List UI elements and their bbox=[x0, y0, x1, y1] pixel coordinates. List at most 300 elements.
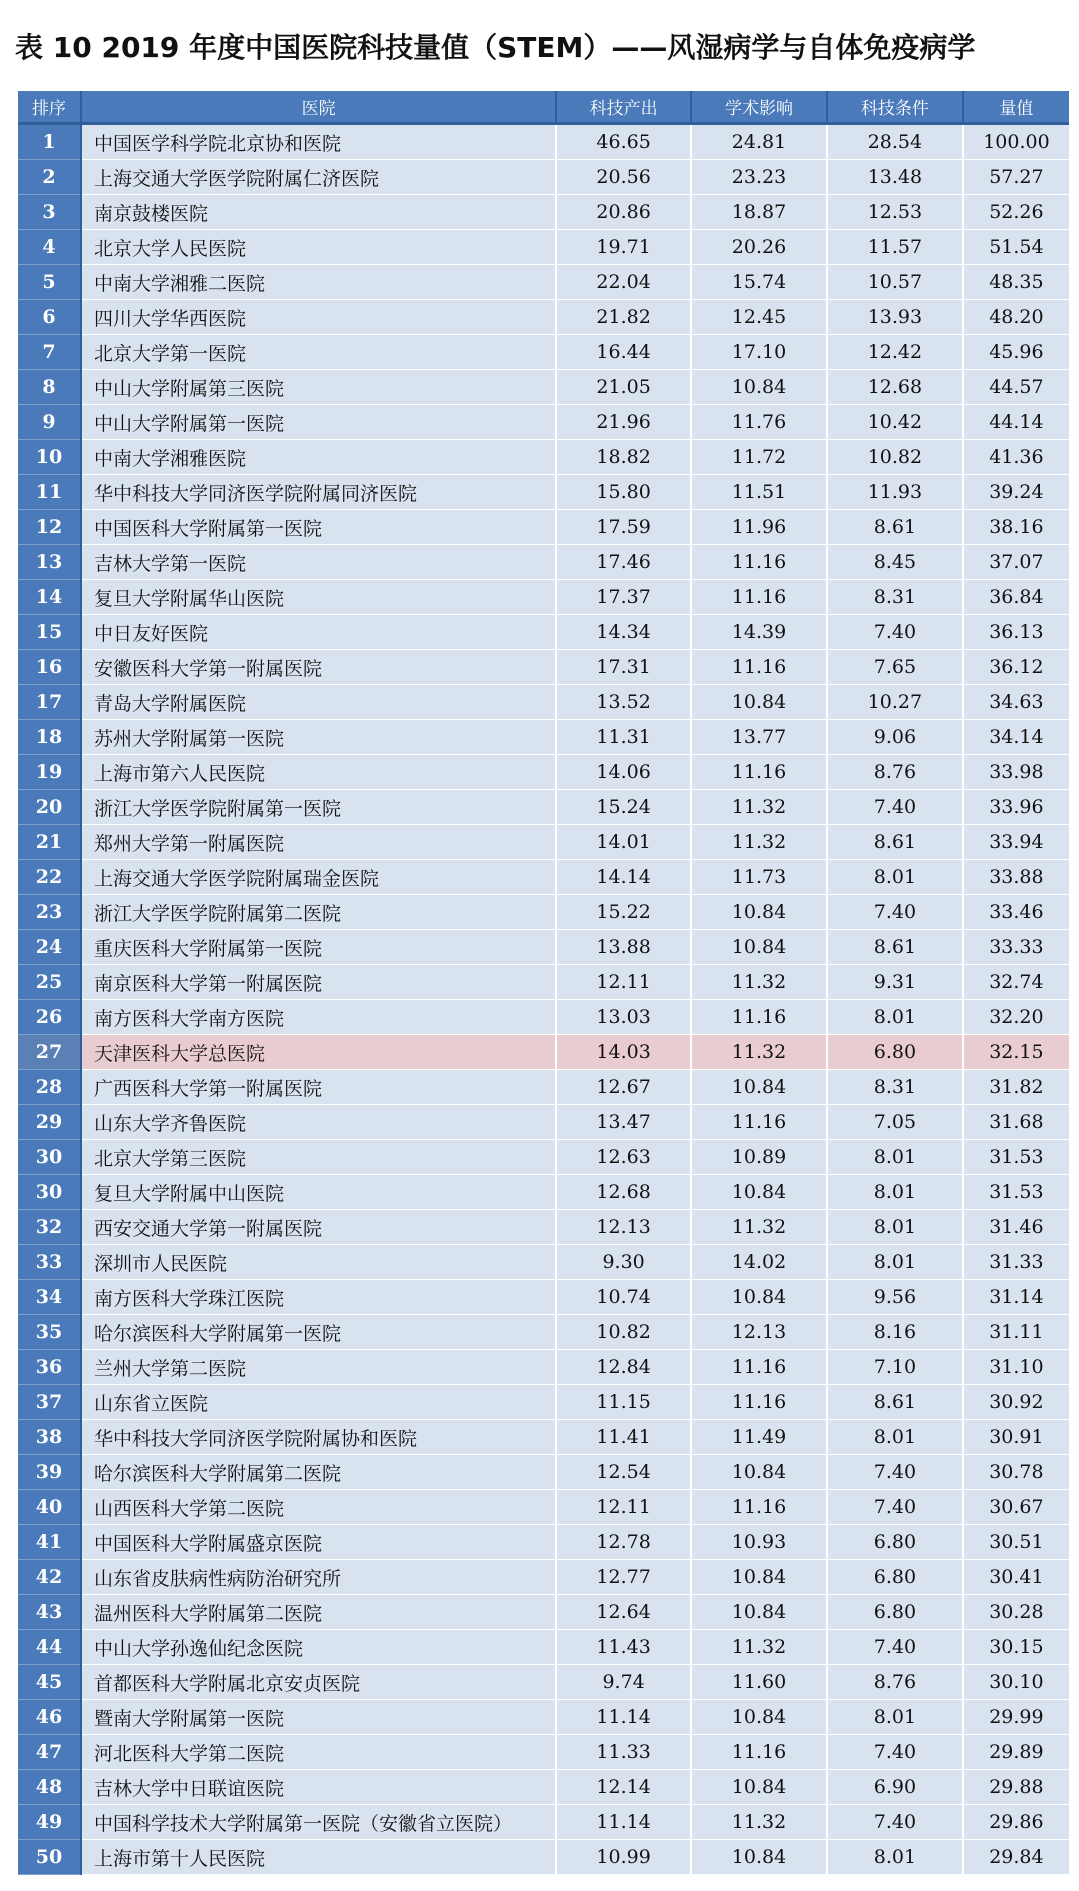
hospital-name-cell: 首都医科大学附属北京安贞医院 bbox=[81, 1665, 556, 1700]
rank-cell: 3 bbox=[18, 195, 81, 230]
output-cell: 20.86 bbox=[556, 195, 691, 230]
hospital-name-cell: 上海交通大学医学院附属瑞金医院 bbox=[81, 860, 556, 895]
value-cell: 32.20 bbox=[963, 1000, 1069, 1035]
rank-cell: 20 bbox=[18, 790, 81, 825]
rank-cell: 47 bbox=[18, 1735, 81, 1770]
conditions-cell: 8.61 bbox=[827, 930, 963, 965]
value-cell: 34.63 bbox=[963, 685, 1069, 720]
value-cell: 29.89 bbox=[963, 1735, 1069, 1770]
hospital-name-cell: 山东省立医院 bbox=[81, 1385, 556, 1420]
value-cell: 32.15 bbox=[963, 1035, 1069, 1070]
table-row bbox=[18, 1560, 1069, 1595]
rank-cell: 21 bbox=[18, 825, 81, 860]
table-row bbox=[18, 1770, 1069, 1805]
conditions-cell: 8.45 bbox=[827, 545, 963, 580]
table-row bbox=[18, 1700, 1069, 1735]
conditions-cell: 8.01 bbox=[827, 860, 963, 895]
value-cell: 33.33 bbox=[963, 930, 1069, 965]
impact-cell: 11.16 bbox=[691, 1385, 827, 1420]
rank-cell: 16 bbox=[18, 650, 81, 685]
hospital-name-cell: 复旦大学附属中山医院 bbox=[81, 1175, 556, 1210]
output-cell: 10.99 bbox=[556, 1840, 691, 1875]
table-row bbox=[18, 1525, 1069, 1560]
table-row bbox=[18, 895, 1069, 930]
output-cell: 16.44 bbox=[556, 335, 691, 370]
output-cell: 13.52 bbox=[556, 685, 691, 720]
table-row bbox=[18, 615, 1069, 650]
impact-cell: 18.87 bbox=[691, 195, 827, 230]
hospital-name-cell: 上海市第十人民医院 bbox=[81, 1840, 556, 1875]
conditions-cell: 6.80 bbox=[827, 1595, 963, 1630]
conditions-cell: 9.56 bbox=[827, 1280, 963, 1315]
hospital-name-cell: 深圳市人民医院 bbox=[81, 1245, 556, 1280]
output-cell: 11.43 bbox=[556, 1630, 691, 1665]
impact-cell: 11.73 bbox=[691, 860, 827, 895]
conditions-cell: 12.68 bbox=[827, 370, 963, 405]
hospital-name-cell: 中山大学孙逸仙纪念医院 bbox=[81, 1630, 556, 1665]
table-row bbox=[18, 650, 1069, 685]
table-row bbox=[18, 1105, 1069, 1140]
hospital-name-cell: 中山大学附属第一医院 bbox=[81, 405, 556, 440]
value-cell: 30.67 bbox=[963, 1490, 1069, 1525]
table-row bbox=[18, 1595, 1069, 1630]
conditions-cell: 7.40 bbox=[827, 895, 963, 930]
output-cell: 46.65 bbox=[556, 124, 691, 160]
header-conditions: 科技条件 bbox=[827, 91, 963, 124]
value-cell: 31.33 bbox=[963, 1245, 1069, 1280]
value-cell: 44.14 bbox=[963, 405, 1069, 440]
hospital-name-cell: 华中科技大学同济医学院附属同济医院 bbox=[81, 475, 556, 510]
header-rank: 排序 bbox=[18, 91, 81, 124]
output-cell: 18.82 bbox=[556, 440, 691, 475]
hospital-name-cell: 中日友好医院 bbox=[81, 615, 556, 650]
output-cell: 14.06 bbox=[556, 755, 691, 790]
value-cell: 48.35 bbox=[963, 265, 1069, 300]
table-row bbox=[18, 160, 1069, 195]
table-row bbox=[18, 1805, 1069, 1840]
impact-cell: 10.84 bbox=[691, 1560, 827, 1595]
value-cell: 30.92 bbox=[963, 1385, 1069, 1420]
rank-cell: 32 bbox=[18, 1210, 81, 1245]
impact-cell: 11.49 bbox=[691, 1420, 827, 1455]
impact-cell: 11.32 bbox=[691, 1630, 827, 1665]
rank-cell: 8 bbox=[18, 370, 81, 405]
hospital-name-cell: 兰州大学第二医院 bbox=[81, 1350, 556, 1385]
impact-cell: 11.32 bbox=[691, 825, 827, 860]
value-cell: 33.88 bbox=[963, 860, 1069, 895]
table-row bbox=[18, 755, 1069, 790]
value-cell: 45.96 bbox=[963, 335, 1069, 370]
rank-cell: 45 bbox=[18, 1665, 81, 1700]
table-row bbox=[18, 1385, 1069, 1420]
impact-cell: 10.84 bbox=[691, 1070, 827, 1105]
rank-cell: 19 bbox=[18, 755, 81, 790]
value-cell: 30.10 bbox=[963, 1665, 1069, 1700]
hospital-name-cell: 青岛大学附属医院 bbox=[81, 685, 556, 720]
table-row bbox=[18, 580, 1069, 615]
conditions-cell: 11.93 bbox=[827, 475, 963, 510]
rank-cell: 33 bbox=[18, 1245, 81, 1280]
impact-cell: 10.89 bbox=[691, 1140, 827, 1175]
impact-cell: 10.84 bbox=[691, 1840, 827, 1875]
hospital-name-cell: 山东大学齐鲁医院 bbox=[81, 1105, 556, 1140]
value-cell: 37.07 bbox=[963, 545, 1069, 580]
output-cell: 13.88 bbox=[556, 930, 691, 965]
table-row bbox=[18, 1350, 1069, 1385]
rank-cell: 50 bbox=[18, 1840, 81, 1875]
value-cell: 36.12 bbox=[963, 650, 1069, 685]
hospital-name-cell: 哈尔滨医科大学附属第一医院 bbox=[81, 1315, 556, 1350]
conditions-cell: 7.65 bbox=[827, 650, 963, 685]
conditions-cell: 8.01 bbox=[827, 1000, 963, 1035]
rank-cell: 30 bbox=[18, 1140, 81, 1175]
conditions-cell: 6.80 bbox=[827, 1525, 963, 1560]
hospital-name-cell: 浙江大学医学院附属第二医院 bbox=[81, 895, 556, 930]
conditions-cell: 10.82 bbox=[827, 440, 963, 475]
value-cell: 36.84 bbox=[963, 580, 1069, 615]
header-impact: 学术影响 bbox=[691, 91, 827, 124]
impact-cell: 10.84 bbox=[691, 1595, 827, 1630]
impact-cell: 23.23 bbox=[691, 160, 827, 195]
hospital-name-cell: 北京大学人民医院 bbox=[81, 230, 556, 265]
rank-cell: 24 bbox=[18, 930, 81, 965]
value-cell: 30.28 bbox=[963, 1595, 1069, 1630]
output-cell: 19.71 bbox=[556, 230, 691, 265]
hospital-name-cell: 中国医科大学附属盛京医院 bbox=[81, 1525, 556, 1560]
rank-cell: 12 bbox=[18, 510, 81, 545]
hospital-name-cell: 北京大学第三医院 bbox=[81, 1140, 556, 1175]
rank-cell: 36 bbox=[18, 1350, 81, 1385]
table-row bbox=[18, 1420, 1069, 1455]
table-row bbox=[18, 1665, 1069, 1700]
header-output: 科技产出 bbox=[556, 91, 691, 124]
rank-cell: 10 bbox=[18, 440, 81, 475]
rank-cell: 40 bbox=[18, 1490, 81, 1525]
conditions-cell: 8.01 bbox=[827, 1210, 963, 1245]
hospital-name-cell: 上海交通大学医学院附属仁济医院 bbox=[81, 160, 556, 195]
conditions-cell: 7.05 bbox=[827, 1105, 963, 1140]
output-cell: 15.80 bbox=[556, 475, 691, 510]
rank-cell: 27 bbox=[18, 1035, 81, 1070]
output-cell: 17.46 bbox=[556, 545, 691, 580]
rank-cell: 15 bbox=[18, 615, 81, 650]
impact-cell: 11.32 bbox=[691, 1805, 827, 1840]
conditions-cell: 8.61 bbox=[827, 510, 963, 545]
hospital-name-cell: 苏州大学附属第一医院 bbox=[81, 720, 556, 755]
conditions-cell: 8.01 bbox=[827, 1175, 963, 1210]
rank-cell: 44 bbox=[18, 1630, 81, 1665]
hospital-name-cell: 山西医科大学第二医院 bbox=[81, 1490, 556, 1525]
table-row bbox=[18, 1455, 1069, 1490]
impact-cell: 17.10 bbox=[691, 335, 827, 370]
hospital-name-cell: 天津医科大学总医院 bbox=[81, 1035, 556, 1070]
table-row bbox=[18, 790, 1069, 825]
hospital-name-cell: 四川大学华西医院 bbox=[81, 300, 556, 335]
impact-cell: 10.84 bbox=[691, 1770, 827, 1805]
table-row bbox=[18, 195, 1069, 230]
value-cell: 30.51 bbox=[963, 1525, 1069, 1560]
hospital-name-cell: 浙江大学医学院附属第一医院 bbox=[81, 790, 556, 825]
table-row bbox=[18, 1000, 1069, 1035]
rank-cell: 23 bbox=[18, 895, 81, 930]
value-cell: 30.91 bbox=[963, 1420, 1069, 1455]
value-cell: 33.46 bbox=[963, 895, 1069, 930]
table-row bbox=[18, 335, 1069, 370]
output-cell: 12.78 bbox=[556, 1525, 691, 1560]
conditions-cell: 6.80 bbox=[827, 1035, 963, 1070]
output-cell: 15.22 bbox=[556, 895, 691, 930]
table-row bbox=[18, 1245, 1069, 1280]
output-cell: 14.14 bbox=[556, 860, 691, 895]
table-row bbox=[18, 1630, 1069, 1665]
value-cell: 34.14 bbox=[963, 720, 1069, 755]
impact-cell: 24.81 bbox=[691, 124, 827, 160]
conditions-cell: 12.42 bbox=[827, 335, 963, 370]
rank-cell: 43 bbox=[18, 1595, 81, 1630]
output-cell: 10.82 bbox=[556, 1315, 691, 1350]
rank-cell: 46 bbox=[18, 1700, 81, 1735]
output-cell: 11.33 bbox=[556, 1735, 691, 1770]
output-cell: 15.24 bbox=[556, 790, 691, 825]
rank-cell: 39 bbox=[18, 1455, 81, 1490]
output-cell: 14.03 bbox=[556, 1035, 691, 1070]
output-cell: 12.13 bbox=[556, 1210, 691, 1245]
table-row bbox=[18, 1140, 1069, 1175]
conditions-cell: 8.01 bbox=[827, 1700, 963, 1735]
header-hospital: 医院 bbox=[81, 91, 556, 124]
conditions-cell: 7.40 bbox=[827, 1735, 963, 1770]
hospital-name-cell: 华中科技大学同济医学院附属协和医院 bbox=[81, 1420, 556, 1455]
value-cell: 100.00 bbox=[963, 124, 1069, 160]
impact-cell: 11.16 bbox=[691, 580, 827, 615]
output-cell: 9.74 bbox=[556, 1665, 691, 1700]
impact-cell: 11.96 bbox=[691, 510, 827, 545]
output-cell: 14.34 bbox=[556, 615, 691, 650]
impact-cell: 13.77 bbox=[691, 720, 827, 755]
output-cell: 11.14 bbox=[556, 1805, 691, 1840]
value-cell: 31.53 bbox=[963, 1140, 1069, 1175]
hospital-name-cell: 北京大学第一医院 bbox=[81, 335, 556, 370]
rank-cell: 22 bbox=[18, 860, 81, 895]
page-title: 表 10 2019 年度中国医院科技量值（STEM）——风湿病学与自体免疫病学 bbox=[15, 31, 976, 64]
table-row bbox=[18, 370, 1069, 405]
hospital-name-cell: 南京医科大学第一附属医院 bbox=[81, 965, 556, 1000]
rank-cell: 29 bbox=[18, 1105, 81, 1140]
rank-cell: 26 bbox=[18, 1000, 81, 1035]
value-cell: 29.88 bbox=[963, 1770, 1069, 1805]
output-cell: 14.01 bbox=[556, 825, 691, 860]
rank-cell: 9 bbox=[18, 405, 81, 440]
value-cell: 33.94 bbox=[963, 825, 1069, 860]
value-cell: 33.98 bbox=[963, 755, 1069, 790]
hospital-name-cell: 中南大学湘雅二医院 bbox=[81, 265, 556, 300]
conditions-cell: 7.10 bbox=[827, 1350, 963, 1385]
conditions-cell: 8.01 bbox=[827, 1245, 963, 1280]
rank-cell: 5 bbox=[18, 265, 81, 300]
rank-cell: 49 bbox=[18, 1805, 81, 1840]
output-cell: 17.37 bbox=[556, 580, 691, 615]
rank-cell: 6 bbox=[18, 300, 81, 335]
impact-cell: 14.39 bbox=[691, 615, 827, 650]
hospital-name-cell: 广西医科大学第一附属医院 bbox=[81, 1070, 556, 1105]
hospital-name-cell: 暨南大学附属第一医院 bbox=[81, 1700, 556, 1735]
impact-cell: 20.26 bbox=[691, 230, 827, 265]
impact-cell: 10.84 bbox=[691, 1455, 827, 1490]
impact-cell: 15.74 bbox=[691, 265, 827, 300]
value-cell: 33.96 bbox=[963, 790, 1069, 825]
conditions-cell: 11.57 bbox=[827, 230, 963, 265]
value-cell: 29.99 bbox=[963, 1700, 1069, 1735]
value-cell: 31.82 bbox=[963, 1070, 1069, 1105]
table-row bbox=[18, 1070, 1069, 1105]
table-body bbox=[18, 124, 1069, 1875]
rank-cell: 2 bbox=[18, 160, 81, 195]
value-cell: 41.36 bbox=[963, 440, 1069, 475]
table-row bbox=[18, 440, 1069, 475]
table-row bbox=[18, 1490, 1069, 1525]
value-cell: 48.20 bbox=[963, 300, 1069, 335]
output-cell: 9.30 bbox=[556, 1245, 691, 1280]
impact-cell: 11.51 bbox=[691, 475, 827, 510]
rank-cell: 42 bbox=[18, 1560, 81, 1595]
value-cell: 30.15 bbox=[963, 1630, 1069, 1665]
conditions-cell: 6.80 bbox=[827, 1560, 963, 1595]
rank-cell: 18 bbox=[18, 720, 81, 755]
table-row bbox=[18, 510, 1069, 545]
table-row bbox=[18, 930, 1069, 965]
impact-cell: 10.84 bbox=[691, 930, 827, 965]
value-cell: 38.16 bbox=[963, 510, 1069, 545]
rank-cell: 28 bbox=[18, 1070, 81, 1105]
value-cell: 29.86 bbox=[963, 1805, 1069, 1840]
table-row bbox=[18, 1210, 1069, 1245]
table-row bbox=[18, 720, 1069, 755]
hospital-name-cell: 南方医科大学珠江医院 bbox=[81, 1280, 556, 1315]
output-cell: 12.54 bbox=[556, 1455, 691, 1490]
output-cell: 11.15 bbox=[556, 1385, 691, 1420]
impact-cell: 11.72 bbox=[691, 440, 827, 475]
hospital-name-cell: 山东省皮肤病性病防治研究所 bbox=[81, 1560, 556, 1595]
output-cell: 21.96 bbox=[556, 405, 691, 440]
output-cell: 11.14 bbox=[556, 1700, 691, 1735]
table-row bbox=[18, 1315, 1069, 1350]
impact-cell: 11.16 bbox=[691, 1105, 827, 1140]
output-cell: 11.41 bbox=[556, 1420, 691, 1455]
rank-cell: 14 bbox=[18, 580, 81, 615]
hospital-name-cell: 复旦大学附属华山医院 bbox=[81, 580, 556, 615]
table-row bbox=[18, 1735, 1069, 1770]
conditions-cell: 13.93 bbox=[827, 300, 963, 335]
impact-cell: 10.84 bbox=[691, 1280, 827, 1315]
hospital-name-cell: 重庆医科大学附属第一医院 bbox=[81, 930, 556, 965]
rank-cell: 4 bbox=[18, 230, 81, 265]
hospital-name-cell: 河北医科大学第二医院 bbox=[81, 1735, 556, 1770]
hospital-name-cell: 南方医科大学南方医院 bbox=[81, 1000, 556, 1035]
conditions-cell: 7.40 bbox=[827, 1630, 963, 1665]
impact-cell: 11.32 bbox=[691, 965, 827, 1000]
output-cell: 12.14 bbox=[556, 1770, 691, 1805]
conditions-cell: 8.61 bbox=[827, 1385, 963, 1420]
conditions-cell: 8.01 bbox=[827, 1420, 963, 1455]
rank-cell: 37 bbox=[18, 1385, 81, 1420]
value-cell: 31.53 bbox=[963, 1175, 1069, 1210]
impact-cell: 12.13 bbox=[691, 1315, 827, 1350]
value-cell: 51.54 bbox=[963, 230, 1069, 265]
table-row bbox=[18, 475, 1069, 510]
output-cell: 20.56 bbox=[556, 160, 691, 195]
output-cell: 12.84 bbox=[556, 1350, 691, 1385]
impact-cell: 10.84 bbox=[691, 1175, 827, 1210]
hospital-name-cell: 郑州大学第一附属医院 bbox=[81, 825, 556, 860]
impact-cell: 11.60 bbox=[691, 1665, 827, 1700]
rank-cell: 25 bbox=[18, 965, 81, 1000]
conditions-cell: 10.57 bbox=[827, 265, 963, 300]
rank-cell: 48 bbox=[18, 1770, 81, 1805]
value-cell: 31.46 bbox=[963, 1210, 1069, 1245]
value-cell: 31.14 bbox=[963, 1280, 1069, 1315]
conditions-cell: 13.48 bbox=[827, 160, 963, 195]
hospital-name-cell: 南京鼓楼医院 bbox=[81, 195, 556, 230]
impact-cell: 11.16 bbox=[691, 545, 827, 580]
impact-cell: 11.32 bbox=[691, 1035, 827, 1070]
output-cell: 12.11 bbox=[556, 1490, 691, 1525]
impact-cell: 11.16 bbox=[691, 1000, 827, 1035]
output-cell: 21.05 bbox=[556, 370, 691, 405]
impact-cell: 11.16 bbox=[691, 650, 827, 685]
conditions-cell: 8.76 bbox=[827, 755, 963, 790]
rank-cell: 1 bbox=[18, 124, 81, 160]
impact-cell: 10.84 bbox=[691, 370, 827, 405]
conditions-cell: 9.06 bbox=[827, 720, 963, 755]
conditions-cell: 7.40 bbox=[827, 615, 963, 650]
output-cell: 12.77 bbox=[556, 1560, 691, 1595]
value-cell: 29.84 bbox=[963, 1840, 1069, 1875]
rank-cell: 35 bbox=[18, 1315, 81, 1350]
output-cell: 12.64 bbox=[556, 1595, 691, 1630]
conditions-cell: 8.01 bbox=[827, 1140, 963, 1175]
conditions-cell: 12.53 bbox=[827, 195, 963, 230]
output-cell: 13.47 bbox=[556, 1105, 691, 1140]
rank-cell: 41 bbox=[18, 1525, 81, 1560]
conditions-cell: 8.31 bbox=[827, 1070, 963, 1105]
table-row bbox=[18, 230, 1069, 265]
conditions-cell: 9.31 bbox=[827, 965, 963, 1000]
value-cell: 31.10 bbox=[963, 1350, 1069, 1385]
rank-cell: 34 bbox=[18, 1280, 81, 1315]
impact-cell: 10.84 bbox=[691, 895, 827, 930]
hospital-name-cell: 温州医科大学附属第二医院 bbox=[81, 1595, 556, 1630]
impact-cell: 11.16 bbox=[691, 1350, 827, 1385]
rank-cell: 30 bbox=[18, 1175, 81, 1210]
output-cell: 21.82 bbox=[556, 300, 691, 335]
value-cell: 31.11 bbox=[963, 1315, 1069, 1350]
impact-cell: 10.93 bbox=[691, 1525, 827, 1560]
impact-cell: 10.84 bbox=[691, 685, 827, 720]
impact-cell: 14.02 bbox=[691, 1245, 827, 1280]
table-header bbox=[18, 91, 1069, 124]
conditions-cell: 10.42 bbox=[827, 405, 963, 440]
conditions-cell: 7.40 bbox=[827, 1455, 963, 1490]
output-cell: 12.63 bbox=[556, 1140, 691, 1175]
conditions-cell: 7.40 bbox=[827, 1490, 963, 1525]
output-cell: 12.67 bbox=[556, 1070, 691, 1105]
value-cell: 52.26 bbox=[963, 195, 1069, 230]
output-cell: 12.68 bbox=[556, 1175, 691, 1210]
impact-cell: 11.32 bbox=[691, 790, 827, 825]
table-row bbox=[18, 1175, 1069, 1210]
table-row bbox=[18, 300, 1069, 335]
impact-cell: 11.32 bbox=[691, 1210, 827, 1245]
